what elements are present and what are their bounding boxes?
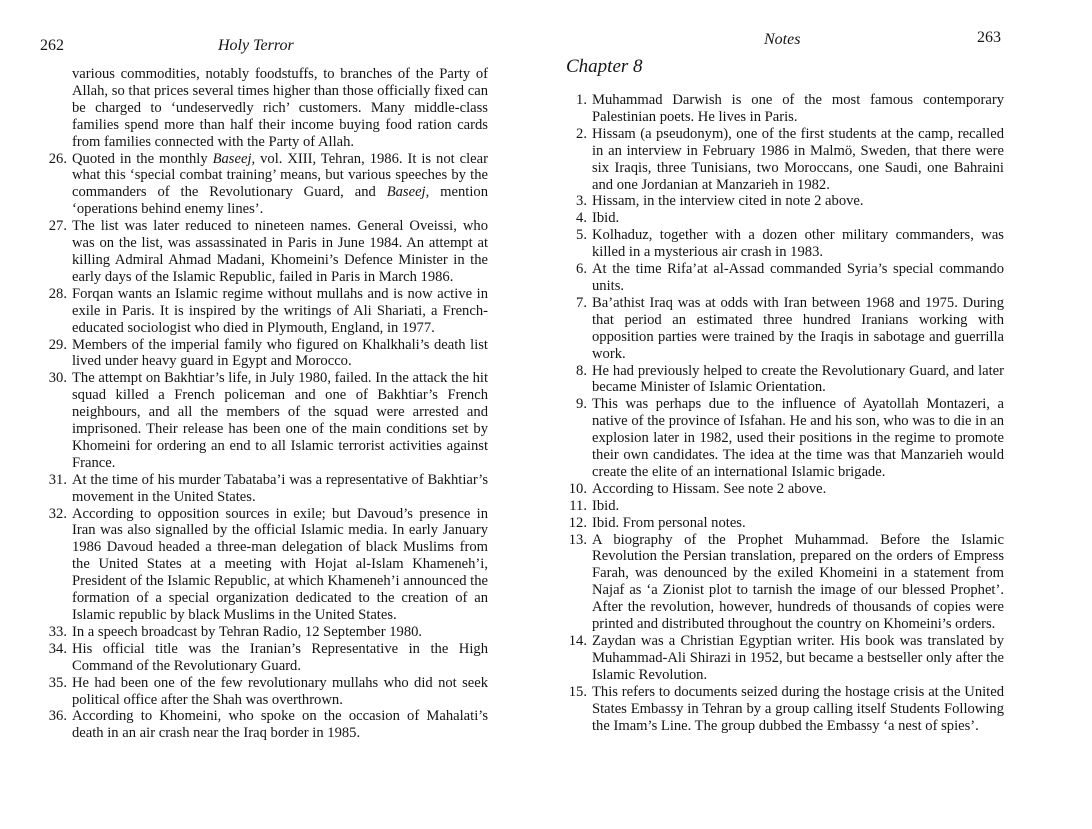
note-text: Hissam, in the interview cited in note 2 above. <box>592 193 864 210</box>
note-item <box>566 193 1004 210</box>
note-text: Zaydan was a Christian Egyptian writer. His book was translated by Muhammad-Ali Shirazi in 1952, but became a bestseller only after the Islamic Revolution. <box>592 633 1004 683</box>
note-item <box>46 337 488 371</box>
note-text: , mention ‘operations behind enemy lines’. <box>72 184 488 218</box>
note-item <box>566 126 1004 194</box>
note-number: 34. <box>48 640 67 657</box>
note-item <box>566 210 1004 227</box>
note-number: 10. <box>568 480 587 497</box>
note-text: Kolhaduz, together with a dozen other military commanders, was killed in a mysterious air crash in 1983. <box>592 227 1004 261</box>
note-text: A biography of the Prophet Muhammad. Before the Islamic Revolution the Persian translation, prepared on the orders of Empress Farah, was denounced by the exiled Khomeini in a statement from Najaf as ‘a Zionist plot to tarnish the image of our blessed Prophet’. After the revolution, however, hundreds of thousands of copies were printed and distributed throughout the country on Khomeini’s orders. <box>592 531 1004 633</box>
note-text: In a speech broadcast by Tehran Radio, 12 September 1980. <box>72 623 423 640</box>
publication-title: Baseej <box>212 150 252 167</box>
note-number: 5. <box>576 227 587 244</box>
note-number: 7. <box>576 294 587 311</box>
note-text: Muhammad Darwish is one of the most famous contemporary Palestinian poets. He lives in Paris. <box>592 92 1004 125</box>
note-item <box>566 295 1004 363</box>
note-text: Ba’athist Iraq was at odds with Iran between 1968 and 1975. During that period an estimated three hundred Iranians working with opposition parties were trained by the Iraqis in sabotage and guerrilla work. <box>592 294 1004 362</box>
right-page <box>546 0 1092 829</box>
note-item <box>46 472 488 506</box>
note-number: 11. <box>569 497 587 514</box>
note-number: 8. <box>576 362 587 379</box>
note-text: , vol. XIII, Tehran, 1986. It is not clear what this ‘special combat training’ means, but various speeches by the commanders of the Revolutionary Guard, and <box>72 150 488 201</box>
note-text: Ibid. <box>592 497 620 514</box>
note-number: 15. <box>568 683 587 700</box>
note-item <box>46 218 488 286</box>
note-text: Ibid. <box>592 210 620 227</box>
note-text: This refers to documents seized during the hostage crisis at the United States Embassy in Tehran by a group calling itself Students Following the Imam’s Line. The group dubbed the Embassy ‘a nest of spies’. <box>592 683 1004 734</box>
note-number: 32. <box>48 505 67 522</box>
note-number: 29. <box>48 336 67 353</box>
note-text: various commodities, notably foodstuffs, to branches of the Party of Allah, so that prices several times higher than those officially fixed can be charged to ‘undeservedly rich’ customers. Many middle-class families spend more than half their income buying food ration cards from families connected with the Party of Allah. <box>72 66 488 150</box>
note-item <box>566 684 1004 735</box>
note-item <box>566 498 1004 515</box>
note-text: This was perhaps due to the influence of Ayatollah Montazeri, a native of the province of Isfahan. He and his son, who was to die in an explosion later in 1982, used their positions in the regime to promote their own candidates. The idea at the time was that Manzarieh would create the elite of an international Islamic brigade. <box>592 396 1004 480</box>
note-item <box>46 506 488 624</box>
note-number: 31. <box>48 471 67 488</box>
note-text: Ibid. From personal notes. <box>592 514 746 531</box>
note-item <box>566 633 1004 684</box>
note-text: He had previously helped to create the Revolutionary Guard, and later became Minister of Islamic Orientation. <box>592 362 1004 396</box>
page-number: 262 <box>40 37 64 54</box>
note-item <box>566 363 1004 397</box>
note-text: At the time of his murder Tabataba’i was a representative of Bakhtiar’s movement in the United States. <box>72 471 488 505</box>
note-text: The list was later reduced to nineteen names. General Oveissi, who was on the list, was assassinated in Paris in June 1984. An attempt at killing Admiral Ahmad Madani, Khomeini’s Defence Minister in the early days of the Islamic Republic, failed in Paris in March 1986. <box>72 218 488 285</box>
note-item <box>566 532 1004 633</box>
page-number: 263 <box>977 29 1001 46</box>
note-item <box>46 675 488 709</box>
note-number: 3. <box>576 193 587 210</box>
note-number: 12. <box>568 514 587 531</box>
note-number: 4. <box>576 210 587 227</box>
note-item <box>46 641 488 675</box>
note-number: 26. <box>48 150 67 167</box>
note-number: 6. <box>576 261 587 278</box>
note-text: According to Hissam. See note 2 above. <box>592 480 827 497</box>
note-item <box>46 286 488 337</box>
note-item <box>566 261 1004 295</box>
note-item <box>566 396 1004 481</box>
note-item <box>46 708 488 742</box>
note-number: 2. <box>576 125 587 142</box>
note-number: 9. <box>576 396 587 413</box>
notes-list <box>566 92 1004 734</box>
note-text: Quoted in the monthly <box>72 150 213 167</box>
note-number: 35. <box>48 674 67 691</box>
note-text: According to opposition sources in exile; but Davoud’s presence in Iran was also signalled by the official Islamic media. In early January 1986 Davoud headed a three-man delegation of black Muslims from the United States at a meeting with Hojat al-Islam Khameneh’i, President of the Islamic Republic, at which Khameneh’i announced the formation of a special organization dedicated to the creation of an Islamic republic by black Muslims in the United States. <box>72 505 488 623</box>
note-item <box>46 624 488 641</box>
note-number: 30. <box>48 370 67 387</box>
note-item <box>46 151 488 219</box>
note-number: 33. <box>48 623 67 640</box>
note-number: 28. <box>48 285 67 302</box>
note-item <box>46 370 488 471</box>
note-item <box>566 227 1004 261</box>
note-text: Hissam (a pseudonym), one of the first students at the camp, recalled in an interview in February 1986 in Malmö, Sweden, that there were six Iraqis, three Tunisians, two Moroccans, one Saudi, one Bahraini and one Jordanian at Manzarieh in 1982. <box>592 125 1004 193</box>
note-number: 1. <box>576 92 587 108</box>
chapter-heading: Chapter 8 <box>566 56 643 77</box>
notes-list <box>46 66 488 742</box>
note-number: 13. <box>568 531 587 548</box>
note-text: His official title was the Iranian’s Representative in the High Command of the Revolutionary Guard. <box>72 640 488 674</box>
running-head: Holy Terror <box>218 37 294 54</box>
note-text: According to Khomeini, who spoke on the occasion of Mahalati’s death in an air crash near the Iraq border in 1985. <box>72 708 488 742</box>
note-text: At the time Rifa’at al-Assad commanded Syria’s special commando units. <box>592 261 1004 294</box>
note-text: The attempt on Bakhtiar’s life, in July 1980, failed. In the attack the hit squad killed a French policeman and one of Bakhtiar’s French neighbours, and all the members of the squad were arrested and imprisoned. Their release has been one of the main conditions set by Khomeini for ordering an end to all Islamic terrorist activities against France. <box>72 370 488 471</box>
note-item <box>566 481 1004 498</box>
running-head: Notes <box>764 31 801 48</box>
note-number: 14. <box>568 633 587 649</box>
note-number: 27. <box>48 218 67 235</box>
note-continuation <box>46 66 488 151</box>
note-text: Members of the imperial family who figured on Khalkhali’s death list lived under heavy guard in Egypt and Morocco. <box>72 336 488 370</box>
publication-title: Baseej <box>386 184 426 201</box>
note-number: 36. <box>48 708 67 725</box>
note-text: Forqan wants an Islamic regime without mullahs and is now active in exile in Paris. It is inspired by the writings of Ali Shariati, a French-educated sociologist who died in Plymouth, England, in 1977. <box>72 285 488 336</box>
note-item <box>566 515 1004 532</box>
note-item <box>566 92 1004 126</box>
note-text: He had been one of the few revolutionary mullahs who did not seek political office after the Shah was overthrown. <box>72 674 488 708</box>
